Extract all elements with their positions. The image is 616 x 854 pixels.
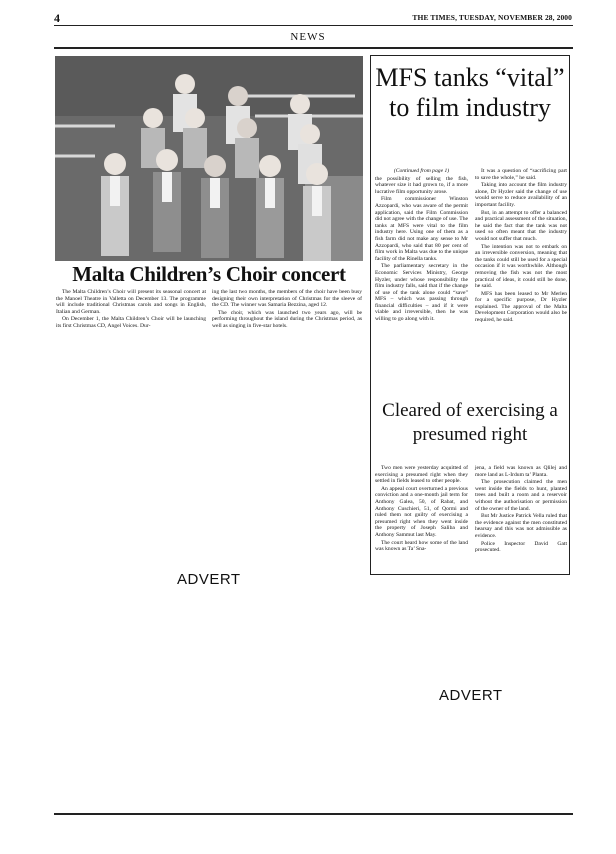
- mfs-paragraph: But, in an attempt to offer a balanced and practical assessment of the situation, he said the fact that the tank was not used so often meant that the industry would not suffer that much.: [475, 209, 567, 242]
- court-paragraph: jena, a field was known as Qlilej and more land as L-Irdum ta’ Planta.: [475, 465, 567, 478]
- court-paragraph: The court heard how some of the land was known as Ta’ Sna-: [375, 539, 468, 553]
- mfs-paragraph: Taking into account the film industry alone, Dr Hyzler said the change of use would serve to reduce availability of an important facility.: [475, 182, 567, 208]
- mfs-paragraph: the possibility of selling the fish, whatever size it had grown to, if a more lucrative film opportunity arose.: [375, 175, 468, 195]
- continued-note: (Continued from page 1): [393, 168, 450, 174]
- choir-photo: [55, 56, 363, 261]
- choir-column-2: [212, 289, 362, 331]
- dateline: THE TIMES, TUESDAY, NOVEMBER 28, 2000: [412, 13, 572, 22]
- choir-photo-image: [55, 56, 363, 261]
- court-paragraph: Two men were yesterday acquitted of exercising a presumed right when they settled in fields leased to other people.: [375, 465, 468, 485]
- mfs-column-2: [475, 168, 567, 325]
- footer-rule: [54, 813, 573, 815]
- mfs-paragraph: MFS has been leased to Mr Merlen for a specific purpose, Dr Hyzler explained. The approval of the Malta Development Corporation would also be required, he said.: [475, 290, 567, 324]
- court-headline: Cleared of exercising a presumed right: [382, 400, 558, 445]
- mfs-paragraph: It was a question of “sacrificing part to save the whole,” he said.: [475, 168, 567, 181]
- choir-paragraph: ing the last two months, the members of the choir have been busy designing their own interpretation of Christmas for the sleeve of the CD. The winner was Samaria Bezzina, aged 12.: [212, 289, 362, 309]
- choir-paragraph: On December 1, the Malta Children’s Choir will be launching its first Christmas CD, Angel Voices. Dur-: [56, 316, 206, 329]
- advert-right: ADVERT: [439, 687, 503, 704]
- choir-headline: Malta Children’s Choir concert: [72, 262, 346, 286]
- section-title: NEWS: [290, 31, 326, 43]
- mfs-paragraph: The intention was not to embark on an irreversible conversion, meaning that the tanks could still be used for a special occasion if it was worthwhile. Although removing the fish was not the most practical of ideas, it could still be done, he said.: [475, 243, 567, 290]
- court-paragraph: Police Inspector David Gatt prosecuted.: [475, 540, 567, 554]
- page-number: 4: [54, 11, 60, 25]
- advert-left: ADVERT: [177, 571, 241, 588]
- court-paragraph: The prosecution claimed the men went inside the fields to hunt, planted trees and built a room and a reservoir without the authorisation or permission of the owner of the land.: [475, 479, 567, 512]
- mfs-paragraph: Film commissioner Winston Azzopardi, who was aware of the permit application, said the Film Commission did not agree with the change of use. The tanks at MFS were vital to the film industry here. Using one of them as a fish farm did not make any sense to Mr Azzopardi, who said that 80 per cent of film work in Malta was due to the unique facility of the Rinella tanks.: [375, 196, 468, 262]
- header-rule-bottom: [54, 47, 573, 49]
- court-paragraph: An appeal court overturned a previous conviction and a one-month jail term for Anthony Galea, 50, of Rabat, and Anthony Cuschieri, 51, of Qormi and ruled them not guilty of exercising a presumed right when they went inside the property of Joseph Saliba and Anthony Sammut last May.: [375, 485, 468, 538]
- mfs-headline: MFS tanks “vital” to film industry: [375, 63, 565, 122]
- choir-paragraph: The choir, which was launched two years ago, will be performing throughout the island during the Christmas period, as well as singing in five-star hotels.: [212, 309, 362, 329]
- mfs-paragraph: The parliamentary secretary in the Economic Services Ministry, George Hyzler, under whose responsibility the film industry falls, said that if the change of use of the tank alone could “save” MFS – which was passing through financial difficulties – and if it were viable and irreversible, then he was willing to go along with it.: [375, 263, 468, 323]
- header-rule-top: [54, 25, 573, 26]
- mfs-column-1: [375, 168, 468, 324]
- choir-column-1: [56, 289, 206, 331]
- court-paragraph: But Mr Justice Patrick Vella ruled that the evidence against the men constituted hearsay and this was not admissible as evidence.: [475, 513, 567, 539]
- choir-paragraph: The Malta Children’s Choir will present its seasonal concert at the Manoel Theatre in Valletta on December 13. The programme will include traditional Christmas carols and songs in English, Italian and German.: [56, 289, 206, 315]
- court-column-1: [375, 465, 468, 554]
- court-column-2: [475, 465, 567, 555]
